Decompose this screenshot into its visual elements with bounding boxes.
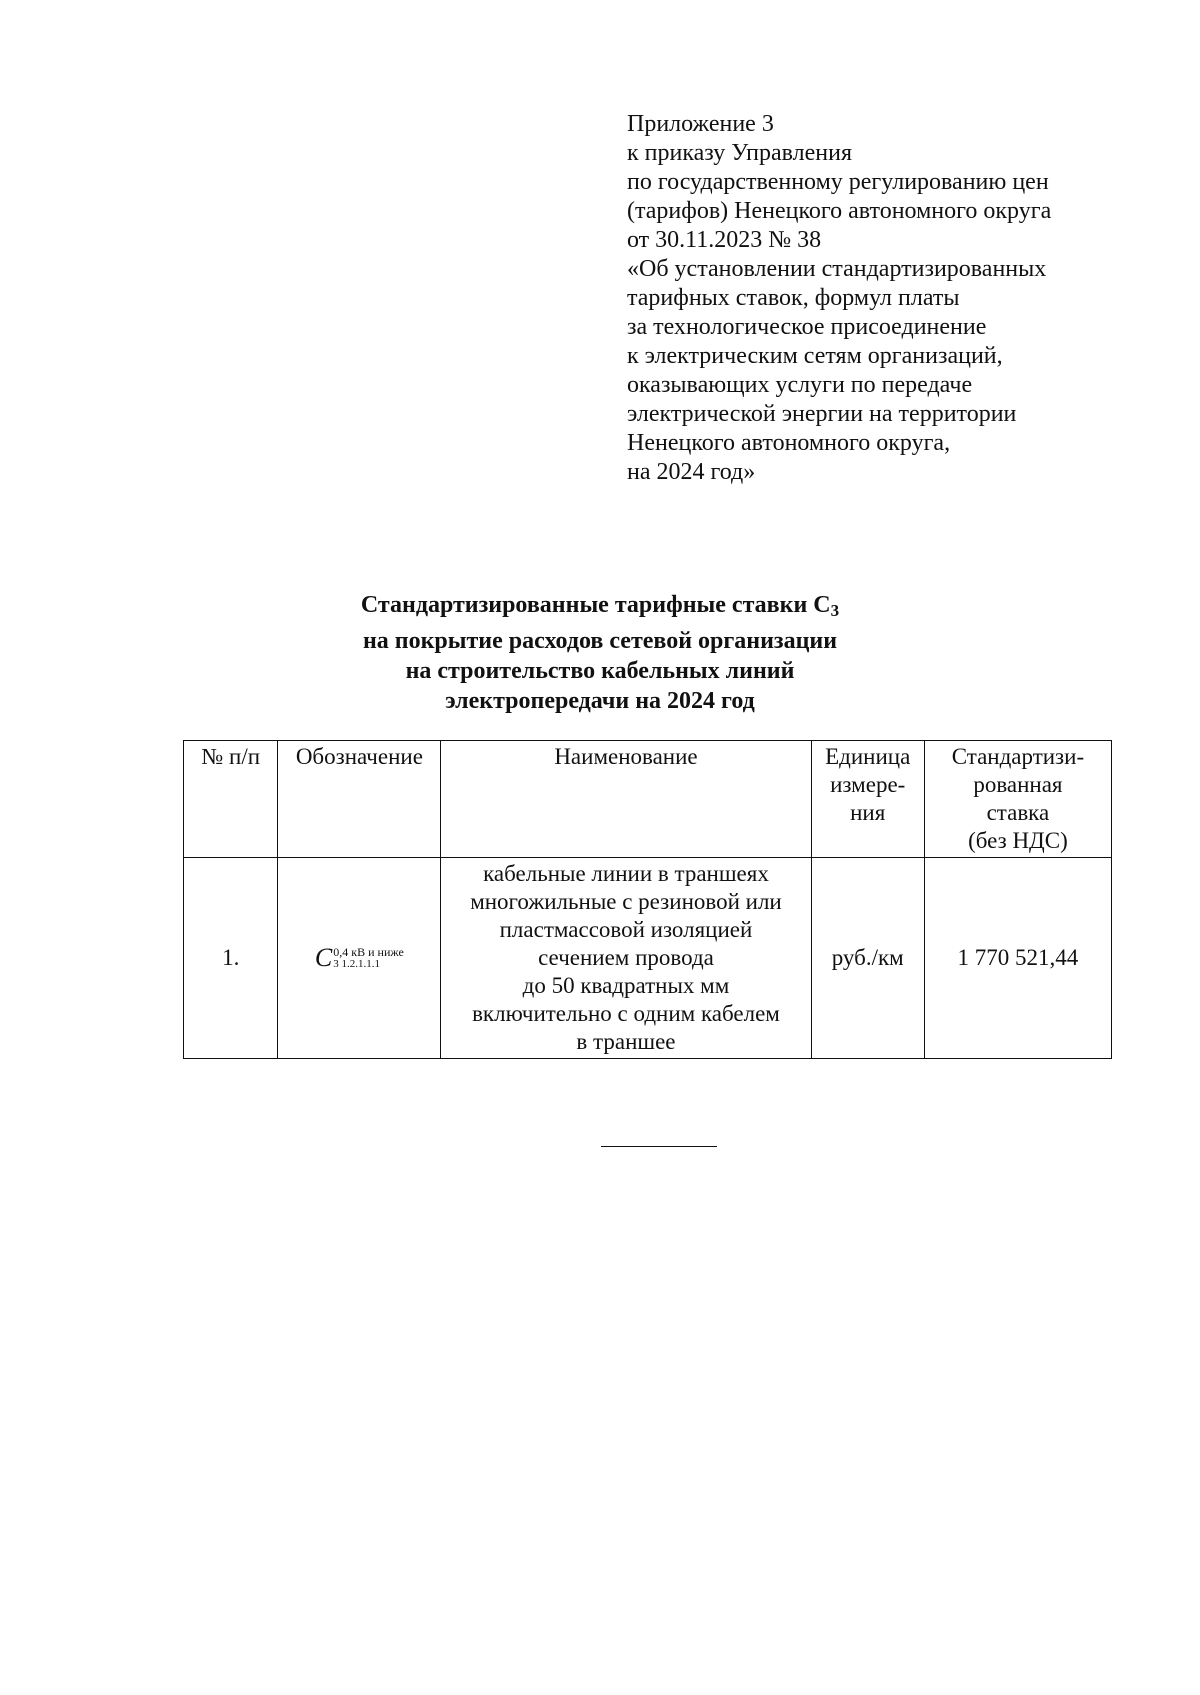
- table-row: [184, 858, 1112, 1059]
- designation-scripts: [333, 946, 404, 970]
- appendix-line: «Об установлении стандартизированных: [627, 256, 1047, 282]
- designation-superscript: 0,4 кВ и ниже: [333, 944, 404, 959]
- appendix-line: за технологическое присоединение: [627, 314, 987, 340]
- title-line-4: электропередачи на 2024 год: [445, 688, 755, 714]
- appendix-line: электрической энергии на территории: [627, 401, 1017, 427]
- cell-name: [441, 858, 811, 1059]
- designation-formula: [315, 944, 404, 972]
- cell-name-line: сечением провода: [538, 945, 714, 970]
- cell-num: 1.: [184, 858, 278, 1059]
- header-unit-line: ния: [850, 800, 886, 825]
- title-line-3: на строительство кабельных линий: [405, 658, 795, 684]
- header-rate-line: Стандартизи-: [951, 744, 1085, 769]
- appendix-line: Приложение 3: [627, 111, 774, 137]
- header-unit-line: измере-: [830, 772, 906, 797]
- appendix-line: Ненецкого автономного округа,: [627, 430, 951, 456]
- closing-separator-line: [601, 1146, 717, 1147]
- header-unit-line: Единица: [825, 744, 911, 769]
- appendix-line: по государственному регулированию цен: [627, 169, 1049, 195]
- designation-subscript: 3 1.2.1.1.1: [333, 957, 381, 970]
- appendix-line: от 30.11.2023 № 38: [627, 227, 822, 253]
- cell-designation: [278, 858, 441, 1059]
- header-rate-line: (без НДС): [968, 828, 1068, 853]
- header-unit: [811, 741, 924, 858]
- appendix-line: тарифных ставок, формул платы: [627, 285, 960, 311]
- appendix-line: к электрическим сетям организаций,: [627, 343, 1003, 369]
- header-rate: [924, 741, 1111, 858]
- designation-symbol: C: [314, 942, 333, 972]
- cell-unit: руб./км: [811, 858, 924, 1059]
- cell-name-line: кабельные линии в траншеях: [483, 861, 769, 886]
- title-line-1: [0, 590, 1200, 626]
- header-designation: Обозначение: [278, 741, 441, 858]
- header-rate-line: рованная: [973, 772, 1063, 797]
- header-name: Наименование: [441, 741, 811, 858]
- table-header-row: [184, 741, 1112, 858]
- cell-name-line: многожильные с резиновой или: [470, 889, 782, 914]
- cell-name-line: пластмассовой изоляцией: [499, 917, 753, 942]
- appendix-line: к приказу Управления: [627, 140, 853, 166]
- title-subscript: 3: [830, 601, 840, 620]
- cell-rate: 1 770 521,44: [924, 858, 1111, 1059]
- header-num: № п/п: [184, 741, 278, 858]
- cell-name-line: в траншее: [576, 1029, 676, 1054]
- cell-name-line: до 50 квадратных мм: [522, 973, 730, 998]
- appendix-header: [627, 110, 1147, 487]
- appendix-line: (тарифов) Ненецкого автономного округа: [627, 198, 1052, 224]
- appendix-line: оказывающих услуги по передаче: [627, 372, 973, 398]
- title-line-2: на покрытие расходов сетевой организации: [362, 628, 838, 654]
- title-line-1-text: Стандартизированные тарифные ставки С: [360, 592, 831, 618]
- appendix-line: на 2024 год»: [627, 459, 756, 485]
- rates-table: [183, 740, 1112, 1059]
- document-title: [0, 590, 1200, 716]
- cell-name-line: включительно с одним кабелем: [472, 1001, 780, 1026]
- header-rate-line: ставка: [986, 800, 1050, 825]
